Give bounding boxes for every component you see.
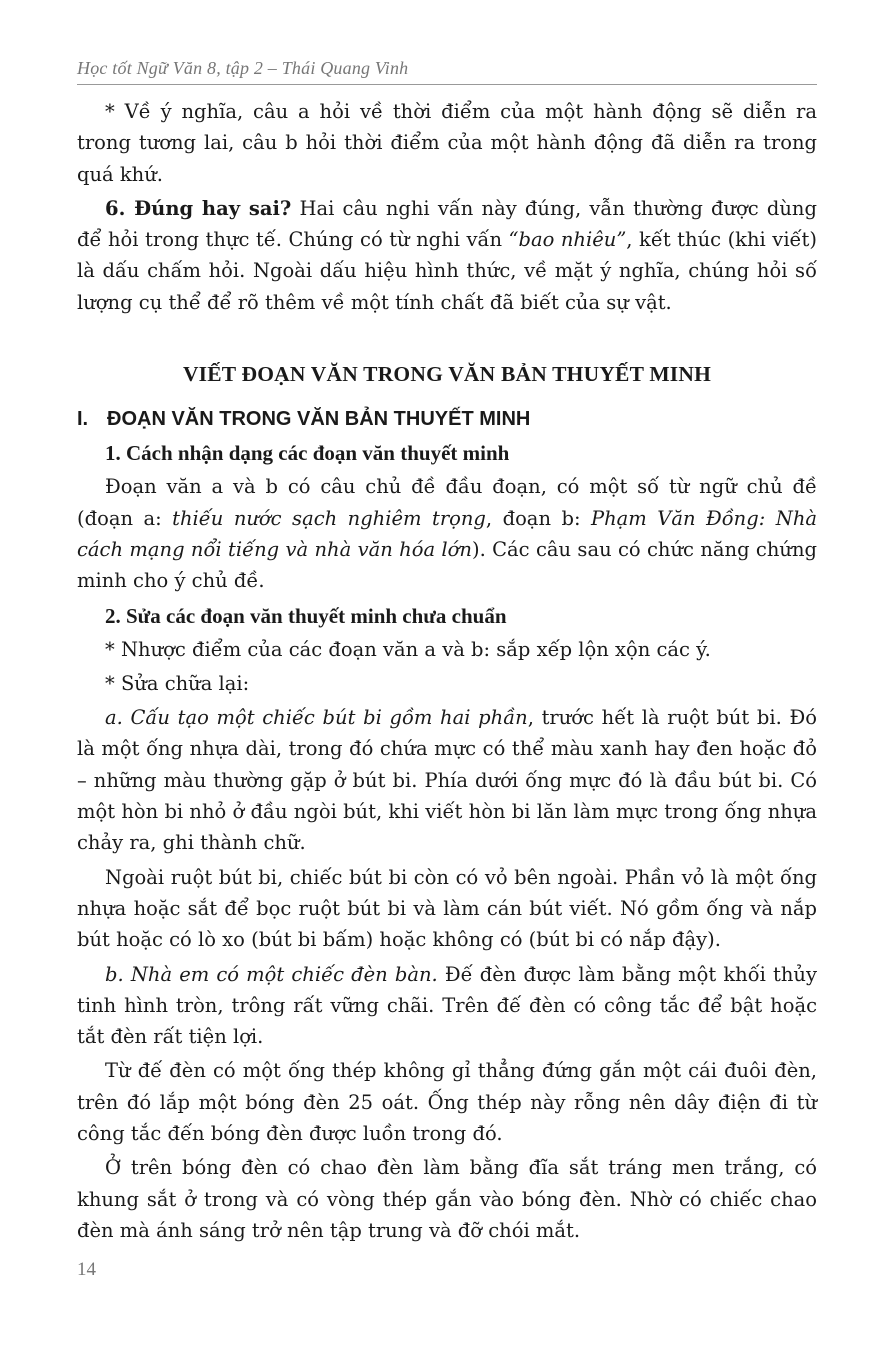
- lesson-title: VIẾT ĐOẠN VĂN TRONG VĂN BẢN THUYẾT MINH: [182, 362, 712, 387]
- header-rule: [77, 84, 817, 85]
- section-title: ĐOẠN VĂN TRONG VĂN BẢN THUYẾT MINH: [107, 408, 531, 431]
- weakness-paragraph: * Nhược điểm của các đoạn văn a và b: sắp xếp lộn xộn các ý.: [105, 637, 711, 661]
- question-6-text-1: Hai câu nghi vấn này đúng, vẫn thường được dùng để hỏi trong thực tế. Chúng có từ nghi vấn: [77, 196, 817, 252]
- pen-topic-sentence: a. Cấu tạo một chiếc bút bi gồm hai phần: [105, 706, 528, 730]
- lamp-paragraph-1-rest: Đế đèn được làm bằng một khối thủy tinh hình tròn, trông rất vững chãi. Trên đế đèn có công tắc để bật hoặc tắt đèn rất tiện lợi.: [77, 962, 817, 1049]
- section-number: I.: [77, 408, 89, 431]
- fix-label-paragraph: * Sửa chữa lại:: [105, 671, 250, 695]
- subheading-1: 1. Cách nhận dạng các đoạn văn thuyết minh: [105, 441, 510, 466]
- section-heading: [77, 403, 817, 435]
- pen-paragraph-1: [77, 702, 817, 858]
- lamp-topic-sentence: b. Nhà em có một chiếc đèn bàn.: [105, 962, 438, 986]
- identification-paragraph: [77, 471, 817, 596]
- page-body: [77, 96, 817, 1249]
- running-header: Học tốt Ngữ Văn 8, tập 2 – Thái Quang Vinh: [77, 58, 409, 78]
- identification-topic-a: thiếu nước sạch nghiêm trọng: [172, 506, 486, 530]
- identification-text-3: ). Các câu sau có chức năng chứng minh cho ý chủ đề.: [77, 537, 818, 593]
- pen-paragraph-2: Ngoài ruột bút bi, chiếc bút bi còn có vỏ bên ngoài. Phần vỏ là một ống nhựa hoặc sắt để bọc ruột bút bi và làm cán bút viết. Nó gồm ống và nắp bút hoặc có lò xo (bút bi bấm) hoặc không có (bút bi có nắp đậy).: [77, 865, 817, 952]
- subheading-2: 2. Sửa các đoạn văn thuyết minh chưa chuẩn: [105, 603, 507, 628]
- page-number: 14: [77, 1259, 96, 1280]
- lamp-paragraph-3: Ở trên bóng đèn có chao đèn làm bằng đĩa sắt tráng men trắng, có khung sắt ở trong và có vòng thép gắn vào bóng đèn. Nhờ có chiếc chao đèn mà ánh sáng trở nên tập trung và đỡ chói mắt.: [77, 1156, 817, 1242]
- identification-text-2: , đoạn b:: [485, 506, 591, 530]
- lamp-paragraph-1: [77, 959, 817, 1053]
- question-6-quote: “bao nhiêu”: [508, 228, 627, 252]
- lamp-paragraph-2: Từ đế đèn có một ống thép không gỉ thẳng đứng gắn một cái đuôi đèn, trên đó lắp một bóng đèn 25 oát. Ống thép này rỗng nên dây điện đi từ công tắc đến bóng đèn được luồn trong đó.: [77, 1059, 817, 1146]
- pen-paragraph-1-rest: , trước hết là ruột bút bi. Đó là một ống nhựa dài, trong đó chứa mực có thể màu xanh hay đen hoặc đỏ – những màu thường gặp ở bút bi. Phía dưới ống mực đó là đầu bút bi. Có một hòn bi nhỏ ở đầu ngòi bút, khi viết hòn bi lăn làm mực trong ống nhựa chảy ra, ghi thành chữ.: [77, 706, 818, 855]
- question-6-paragraph: [77, 193, 817, 318]
- identification-topic-b: Phạm Văn Đồng: Nhà cách mạng nổi tiếng và nhà văn hóa lớn: [77, 506, 817, 561]
- identification-text-1: Đoạn văn a và b có câu chủ đề đầu đoạn, có một số từ ngữ chủ đề (đoạn a:: [77, 475, 817, 530]
- intro-paragraph-1: * Về ý nghĩa, câu a hỏi về thời điểm của một hành động sẽ diễn ra trong tương lai, câu b hỏi thời điểm của một hành động đã diễn ra trong quá khứ.: [77, 100, 817, 186]
- question-6-text-2: , kết thúc (khi viết) là dấu chấm hỏi. Ngoài dấu hiệu hình thức, về mặt ý nghĩa, chúng hỏi số lượng cụ thể để rõ thêm về một tính chất đã biết của sự vật.: [77, 228, 817, 314]
- question-6-label: 6. Đúng hay sai?: [105, 196, 292, 220]
